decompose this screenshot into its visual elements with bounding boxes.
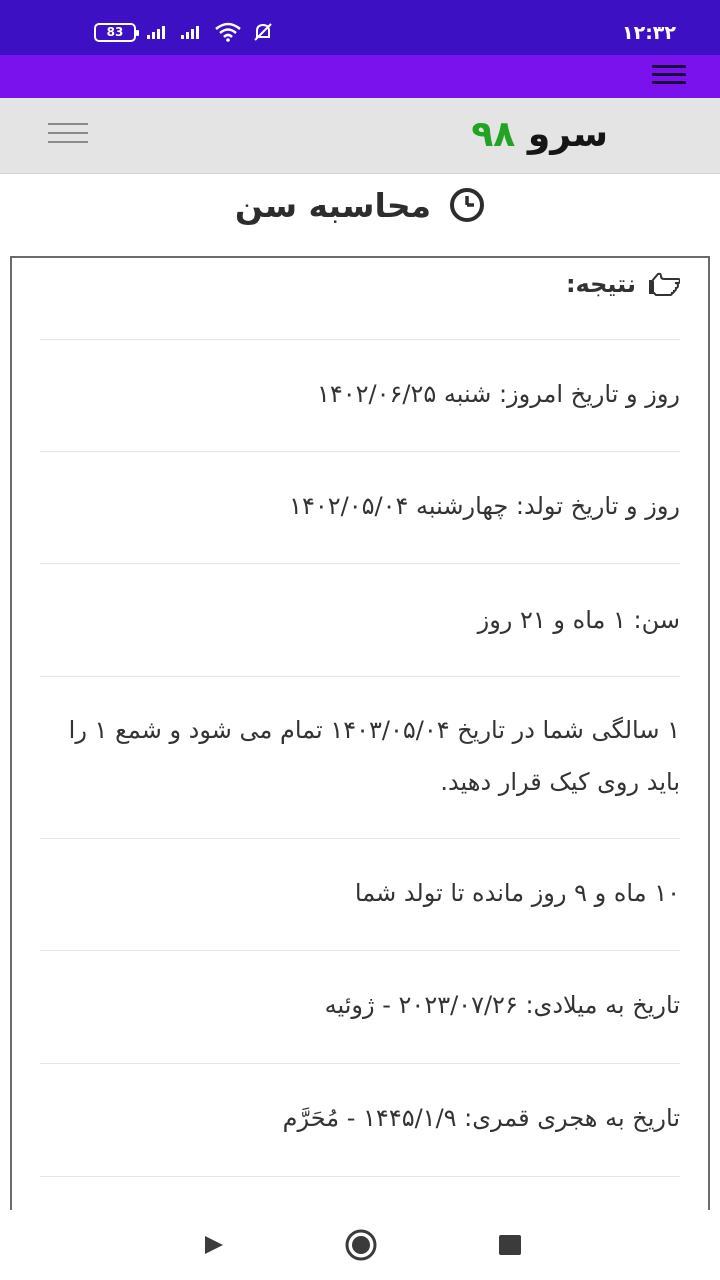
result-row	[40, 676, 680, 838]
site-menu-button[interactable]	[48, 123, 88, 149]
hamburger-icon-line	[652, 73, 686, 76]
result-heading	[566, 270, 680, 298]
signal-icon	[146, 24, 170, 40]
today-date-text: روز و تاریخ امروز: شنبه ۱۴۰۲/۰۶/۲۵	[316, 380, 680, 408]
gregorian-date-text: تاریخ به میلادی: ۲۰۲۳/۰۷/۲۶ - ژوئیه	[324, 991, 680, 1019]
next-birthday-text: ۱ سالگی شما در تاریخ ۱۴۰۳/۰۵/۰۴ تمام می شود و شمع ۱ را باید روی کیک قرار دهید.	[68, 716, 680, 796]
result-row	[40, 838, 680, 950]
clock-icon	[449, 187, 485, 223]
site-logo[interactable]	[471, 114, 608, 155]
page-title-text: محاسبه سن	[234, 185, 432, 225]
page-title	[0, 180, 720, 230]
result-row	[40, 563, 680, 676]
result-card	[10, 256, 710, 1216]
result-row	[40, 1063, 680, 1176]
back-triangle-icon[interactable]	[203, 1234, 225, 1256]
wifi-icon	[214, 22, 242, 42]
hamburger-icon-line	[48, 141, 88, 143]
hamburger-icon-line	[652, 81, 686, 84]
signal-icon	[180, 24, 204, 40]
status-bar	[0, 0, 720, 55]
result-row	[40, 950, 680, 1063]
result-heading-text: نتیجه:	[565, 270, 636, 298]
remaining-text: ۱۰ ماه و ۹ روز مانده تا تولد شما	[354, 879, 680, 907]
result-row	[40, 339, 680, 451]
hamburger-icon	[652, 65, 686, 68]
app-menu-button[interactable]	[652, 65, 686, 87]
hijri-date-text: تاریخ به هجری قمری: ۱۴۴۵/۱/۹ - مُحَرَّم	[282, 1104, 680, 1132]
pointing-hand-icon	[648, 271, 680, 297]
logo-text: سرو	[527, 114, 608, 155]
app-bar	[0, 55, 720, 98]
status-icons	[94, 22, 274, 42]
hamburger-icon-line	[48, 132, 88, 134]
recent-square-icon[interactable]	[499, 1235, 521, 1255]
birth-date-text: روز و تاریخ تولد: چهارشنبه ۱۴۰۲/۰۵/۰۴	[289, 492, 680, 520]
home-circle-icon[interactable]	[344, 1228, 378, 1262]
bell-off-icon	[252, 22, 274, 42]
status-time: ۱۲:۳۲	[622, 22, 676, 44]
hamburger-icon	[48, 123, 88, 125]
navigation-bar	[0, 1210, 720, 1280]
site-header	[0, 98, 720, 174]
result-row	[40, 451, 680, 563]
age-text: سن: ۱ ماه و ۲۱ روز	[477, 606, 680, 634]
battery-icon: 83	[94, 23, 136, 42]
logo-number: ۹۸	[471, 114, 516, 155]
